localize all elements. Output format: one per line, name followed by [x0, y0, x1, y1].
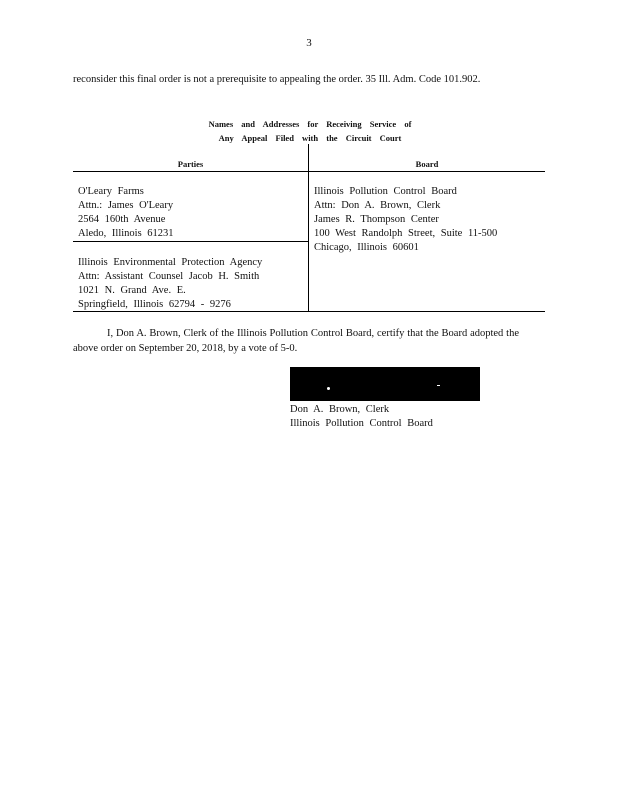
address-line: Aledo, Illinois 61231 — [78, 228, 174, 239]
address-line: 2564 160th Avenue — [78, 214, 166, 225]
address-line: Chicago, Illinois 60601 — [314, 242, 419, 253]
table-column-divider — [308, 144, 309, 311]
address-line: 100 West Randolph Street, Suite 11-500 — [314, 228, 498, 239]
redacted-signature — [290, 367, 480, 401]
epa-address — [78, 256, 262, 312]
service-heading-line2: Any Appeal Filed with the Circuit Court — [218, 133, 402, 143]
signer-name: Don A. Brown, Clerk — [290, 404, 390, 415]
address-line: Springfield, Illinois 62794 - 9276 — [78, 299, 231, 310]
signature-mark — [437, 385, 440, 386]
address-line: 1021 N. Grand Ave. E. — [78, 285, 186, 296]
address-line: Attn: Don A. Brown, Clerk — [314, 200, 441, 211]
appeal-paragraph: reconsider this final order is not a prerequisite to appealing the order. 35 Ill. Adm. Code 101.902. — [73, 74, 481, 85]
service-heading-line1: Names and Addresses for Receiving Service of — [208, 119, 412, 129]
signer-organization: Illinois Pollution Control Board — [290, 418, 433, 429]
address-line: James R. Thompson Center — [314, 214, 439, 225]
board-address — [314, 185, 497, 255]
clerk-certification: I, Don A. Brown, Clerk of the Illinois Pollution Control Board, certify that the Board adopted the above order on September 20, 2018, by a vote of 5-0. — [73, 328, 519, 354]
signature-block — [290, 403, 433, 431]
table-party-divider — [73, 241, 308, 242]
address-line: Illinois Environmental Protection Agency — [78, 257, 263, 268]
board-column-header: Board — [415, 159, 439, 169]
oleary-farms-address — [78, 185, 174, 241]
address-line: O'Leary Farms — [78, 186, 144, 197]
signature-mark — [327, 387, 330, 390]
table-header-rule — [73, 171, 545, 172]
address-line: Illinois Pollution Control Board — [314, 186, 457, 197]
page-number: 3 — [306, 37, 312, 49]
service-heading — [150, 117, 470, 145]
parties-column-header: Parties — [177, 159, 204, 169]
address-line: Attn.: James O'Leary — [78, 200, 174, 211]
address-line: Attn: Assistant Counsel Jacob H. Smith — [78, 271, 260, 282]
service-address-table — [73, 144, 545, 312]
